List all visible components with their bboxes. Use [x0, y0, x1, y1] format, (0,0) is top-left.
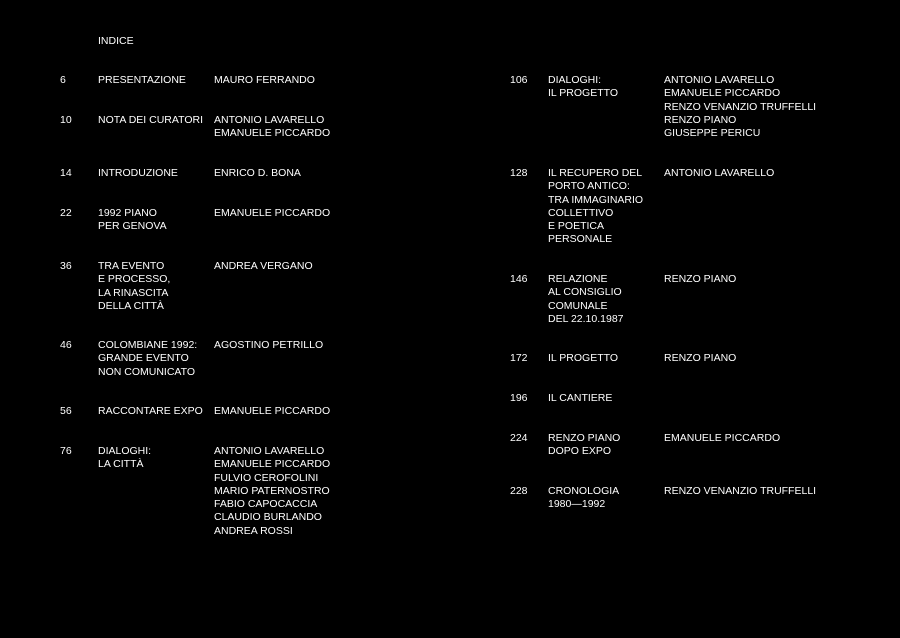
title-line: CRONOLOGIA: [548, 485, 620, 497]
author-name: RENZO PIANO: [664, 113, 737, 126]
author-name: ANTONIO LAVARELLO: [214, 114, 325, 126]
page-number: 76: [60, 445, 72, 457]
title-line: PRESENTAZIONE: [98, 74, 186, 86]
entry-authors: [214, 260, 313, 273]
title-line: IL PROGETTO: [548, 87, 619, 100]
author-name: GIUSEPPE PERICU: [664, 127, 761, 140]
entry-title: [98, 167, 178, 180]
author-name: EMANUELE PICCARDO: [664, 87, 781, 100]
entry-authors: [664, 485, 816, 498]
title-line: DIALOGHI:: [98, 445, 152, 457]
author-name: FABIO CAPOCACCIA: [214, 498, 318, 511]
title-line: TRA EVENTO: [98, 260, 165, 272]
title-line: IL PROGETTO: [548, 352, 619, 364]
entry-authors: [664, 74, 816, 140]
author-name: FULVIO CEROFOLINI: [214, 471, 319, 484]
title-line: DIALOGHI:: [548, 74, 602, 86]
author-name: ANDREA VERGANO: [214, 260, 313, 272]
title-line: IL RECUPERO DEL: [548, 167, 643, 179]
title-line: 1980—1992: [548, 498, 606, 511]
author-name: RENZO VENANZIO TRUFFELLI: [664, 485, 817, 497]
title-line: PERSONALE: [548, 233, 613, 246]
page-number: 6: [60, 74, 66, 86]
author-name: EMANUELE PICCARDO: [664, 432, 781, 444]
title-line: DELLA CITTÀ: [98, 299, 164, 312]
entry-authors: [214, 74, 315, 87]
author-name: RENZO PIANO: [664, 352, 737, 364]
page-number: 22: [60, 207, 72, 219]
entry-authors: [664, 352, 736, 365]
title-line: NOTA DEI CURATORI: [98, 114, 204, 126]
entry-title: [98, 74, 186, 87]
title-line: LA RINASCITA: [98, 286, 169, 299]
author-name: EMANUELE PICCARDO: [214, 127, 331, 140]
entry-authors: [214, 445, 330, 538]
title-line: RENZO PIANO: [548, 432, 621, 444]
page-number: 106: [510, 74, 528, 86]
title-line: TRA IMMAGINARIO: [548, 193, 644, 206]
entry-authors: [214, 339, 323, 352]
entry-authors: [664, 167, 774, 180]
entry-authors: [214, 405, 330, 418]
author-name: MAURO FERRANDO: [214, 74, 315, 86]
entry-title: [548, 74, 618, 101]
page-number: 146: [510, 273, 528, 285]
entry-authors: [664, 273, 736, 286]
author-name: AGOSTINO PETRILLO: [214, 339, 324, 351]
author-name: EMANUELE PICCARDO: [214, 207, 331, 219]
author-name: ANTONIO LAVARELLO: [664, 167, 775, 179]
title-line: E PROCESSO,: [98, 273, 171, 286]
author-name: ANTONIO LAVARELLO: [664, 74, 775, 86]
page-number: 14: [60, 167, 72, 179]
page-number: 228: [510, 485, 528, 497]
entry-title: [548, 273, 624, 326]
title-line: DEL 22.10.1987: [548, 312, 624, 325]
page-number: 36: [60, 260, 72, 272]
entry-title: [98, 405, 203, 418]
entry-authors: [214, 167, 301, 180]
title-line: RACCONTARE EXPO: [98, 405, 203, 417]
title-line: 1992 PIANO: [98, 207, 157, 219]
page-number: 224: [510, 432, 528, 444]
entry-title: [548, 485, 619, 512]
title-line: PER GENOVA: [98, 220, 167, 233]
title-line: GRANDE EVENTO: [98, 352, 189, 365]
page-number: 46: [60, 339, 72, 351]
entry-authors: [664, 432, 780, 445]
title-line: COMUNALE: [548, 299, 608, 312]
title-line: RELAZIONE: [548, 273, 608, 285]
author-name: EMANUELE PICCARDO: [214, 405, 331, 417]
title-line: DOPO EXPO: [548, 445, 612, 458]
page-number: 10: [60, 114, 72, 126]
author-name: ENRICO D. BONA: [214, 167, 301, 179]
index-heading: INDICE: [98, 35, 134, 47]
title-line: AL CONSIGLIO: [548, 286, 622, 299]
entry-authors: [214, 114, 330, 141]
title-line: LA CITTÀ: [98, 458, 144, 471]
entry-title: [98, 207, 167, 234]
title-line: E POETICA: [548, 220, 605, 233]
entry-title: [98, 339, 197, 379]
author-name: MARIO PATERNOSTRO: [214, 484, 330, 497]
author-name: ANDREA ROSSI: [214, 524, 293, 537]
author-name: RENZO VENANZIO TRUFFELLI: [664, 100, 817, 113]
title-line: PORTO ANTICO:: [548, 180, 630, 193]
title-line: COLOMBIANE 1992:: [98, 339, 198, 351]
entry-title: [548, 432, 620, 459]
entry-title: [548, 352, 618, 365]
entry-title: [548, 167, 643, 247]
author-name: CLAUDIO BURLANDO: [214, 511, 322, 524]
page-number: 196: [510, 392, 528, 404]
entry-authors: [214, 207, 330, 220]
author-name: RENZO PIANO: [664, 273, 737, 285]
entry-title: [98, 114, 203, 127]
entry-title: [98, 260, 170, 313]
title-line: INTRODUZIONE: [98, 167, 178, 179]
title-line: COLLETTIVO: [548, 206, 614, 219]
title-line: NON COMUNICATO: [98, 365, 196, 378]
entry-title: [98, 445, 151, 472]
page-number: 56: [60, 405, 72, 417]
author-name: EMANUELE PICCARDO: [214, 458, 331, 471]
entry-title: [548, 392, 612, 405]
author-name: ANTONIO LAVARELLO: [214, 445, 325, 457]
page-number: 128: [510, 167, 528, 179]
page-number: 172: [510, 352, 528, 364]
title-line: IL CANTIERE: [548, 392, 613, 404]
